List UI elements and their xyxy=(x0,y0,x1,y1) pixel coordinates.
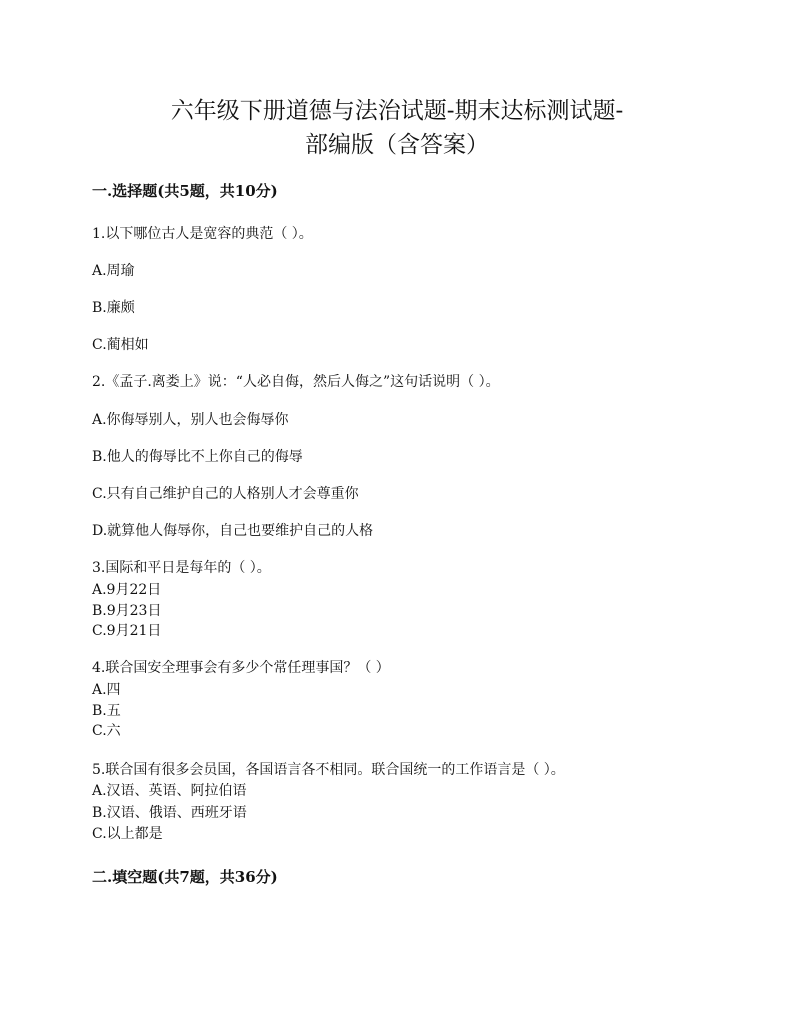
question-1-option-c: C.蔺相如 xyxy=(92,337,149,353)
question-2-option-a: A.你侮辱别人，别人也会侮辱你 xyxy=(92,412,289,428)
question-5-stem: 5.联合国有很多会员国，各国语言各不相同。联合国统一的工作语言是（ ）。 xyxy=(92,762,565,778)
question-3-option-b: B.9月23日 xyxy=(92,603,162,619)
question-4-option-a: A.四 xyxy=(92,682,121,698)
question-4-stem: 4.联合国安全理事会有多少个常任理事国？（ ） xyxy=(92,660,390,676)
question-4-option-b: B.五 xyxy=(92,703,121,719)
section-heading-fill-blank: 二.填空题(共7题，共36分) xyxy=(92,868,278,886)
question-2-option-c: C.只有自己维护自己的人格别人才会尊重你 xyxy=(92,486,359,502)
question-5-option-a: A.汉语、英语、阿拉伯语 xyxy=(92,783,247,799)
question-1-option-b: B.廉颇 xyxy=(92,300,135,316)
document-title-line-1: 六年级下册道德与法治试题-期末达标测试题- xyxy=(170,98,624,124)
question-2-option-d: D.就算他人侮辱你，自己也要维护自己的人格 xyxy=(92,523,374,539)
question-2-option-b: B.他人的侮辱比不上你自己的侮辱 xyxy=(92,449,303,465)
question-1-stem: 1.以下哪位古人是宽容的典范（ ）。 xyxy=(92,226,313,242)
question-4-option-c: C.六 xyxy=(92,723,121,739)
question-5-option-c: C.以上都是 xyxy=(92,826,163,842)
question-5-option-b: B.汉语、俄语、西班牙语 xyxy=(92,805,247,821)
question-3-option-a: A.9月22日 xyxy=(92,582,162,598)
question-3-stem: 3.国际和平日是每年的（ ）。 xyxy=(92,560,271,576)
question-3-option-c: C.9月21日 xyxy=(92,623,162,639)
document-title-line-2: 部编版（含答案） xyxy=(305,132,489,158)
section-heading-choice: 一.选择题(共5题，共10分) xyxy=(92,182,278,200)
question-1-option-a: A.周瑜 xyxy=(92,263,135,279)
question-2-stem: 2.《孟子.离娄上》说：“人必自侮，然后人侮之”这句话说明（ ）。 xyxy=(92,374,500,390)
